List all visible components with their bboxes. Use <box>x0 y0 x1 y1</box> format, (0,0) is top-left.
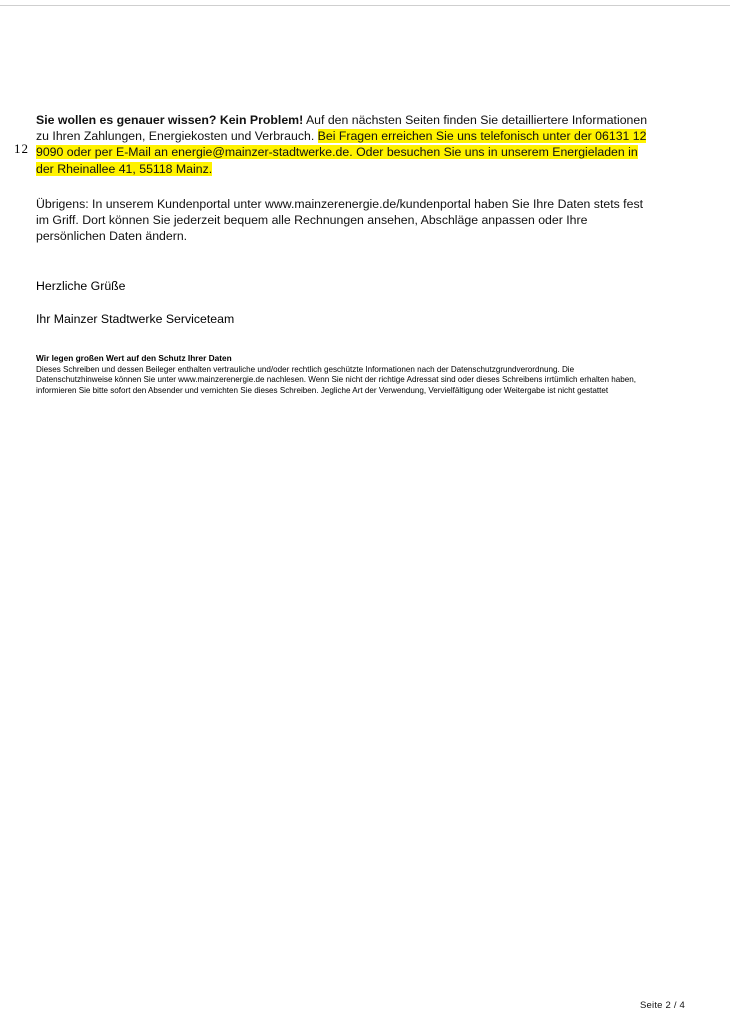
intro-plain-text: Auf den nächsten Seiten finden Sie detailliertere Informationen zu Ihren Zahlungen, Energiekosten und Verbrauch. <box>36 113 648 144</box>
legal-notice-title: Wir legen großen Wert auf den Schutz Ihrer Daten <box>36 352 232 363</box>
greeting-line: Herzliche Grüße <box>36 279 126 294</box>
line-number-marker: 12 <box>14 141 29 156</box>
page-footer-pagination: Seite 2 / 4 <box>640 1000 685 1011</box>
intro-bold-lead: Sie wollen es genauer wissen? Kein Problem! <box>36 113 304 127</box>
page-top-divider <box>0 5 730 6</box>
portal-paragraph: Übrigens: In unserem Kundenportal unter www.mainzerenergie.de/kundenportal haben Sie Ihre Daten stets fest im Griff. Dort können Sie jederzeit bequem alle Rechnungen ansehen, Abschläge anpassen oder Ihre persönlichen Daten ändern. <box>36 196 644 244</box>
intro-paragraph <box>36 112 651 177</box>
signoff-line: Ihr Mainzer Stadtwerke Serviceteam <box>36 311 235 326</box>
document-body <box>36 112 656 396</box>
intro-highlighted-contact-text: Bei Fragen erreichen Sie uns telefonisch unter der 06131 12 9090 oder per E-Mail an energie@mainzer-stadtwerke.de. Oder besuchen Sie uns in unserem Energieladen in der Rheinallee 41, 55118 Mainz. <box>36 129 647 176</box>
legal-notice <box>36 353 648 396</box>
legal-notice-body: Dieses Schreiben und dessen Beileger enthalten vertrauliche und/oder rechtlich geschützte Informationen nach der Datenschutzgrundverordnung. Die Datenschutzhinweise können Sie unter www.mainzerenergie.de nachlesen. Wenn Sie nicht der richtige Adressat sind oder dieses Schreibens irrtümlich erhalten haben, informieren Sie bitte sofort den Absender und vernichten Sie dieses Schreiben. Jegliche Art der Verwendung, Vervielfältigung oder Weitergabe ist nicht gestattet <box>36 364 637 395</box>
